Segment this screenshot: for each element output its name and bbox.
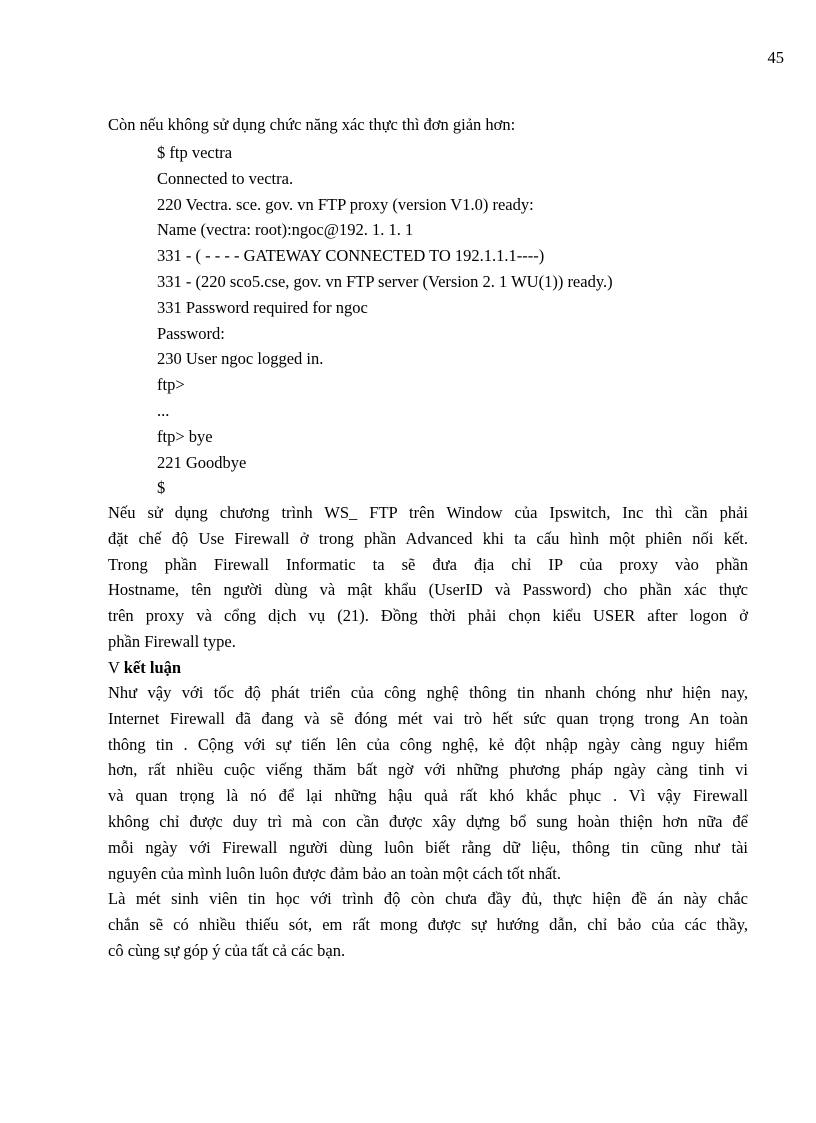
paragraph-line: Trong phần Firewall Informatic ta sẽ đưa địa chỉ IP của proxy vào phần [108,554,748,574]
intro-line: Còn nếu không sử dụng chức năng xác thực thì đơn giản hơn: [108,115,516,134]
heading-title: kết luận [123,658,182,677]
ftp-line: $ ftp vectra [157,143,233,162]
ftp-line: Connected to vectra. [157,168,294,188]
paragraph-line: chắn sẽ có nhiều thiếu sót, em rất mong được sự hướng dẫn, chỉ bảo của các thầy, [108,914,748,934]
paragraph-line: không chỉ được duy trì mà con cần được xây dựng bổ sung hoàn thiện hơn nữa để [108,811,748,831]
section-heading [108,655,181,681]
paragraph-line: Nếu sử dụng chương trình WS_ FTP trên Window của Ipswitch, Inc thì cần phải [108,503,748,522]
ftp-line: Name (vectra: root):ngoc@192. 1. 1. 1 [157,220,414,240]
ftp-line: ftp> [157,375,185,395]
paragraph-line: và quan trọng là nó để lại những hậu quả rất khó khắc phục . Vì vậy Firewall [108,786,748,806]
conclusion-paragraph [108,680,748,886]
ftp-line: 221 Goodbye [157,452,247,472]
ftp-session-block [157,140,613,501]
page-number: 45 [767,48,784,67]
paragraph-line: Như vậy với tốc độ phát triển của công nghệ thông tin nhanh chóng như hiện nay, [108,683,748,702]
ftp-line: 331 - ( - - - - GATEWAY CONNECTED TO 192.1.1.1----) [157,246,545,266]
paragraph-line: thông tin . Cộng với sự tiến lên của công nghệ, kẻ đột nhập ngày càng nguy hiểm [108,734,748,754]
closing-paragraph [108,886,748,963]
ftp-line: 331 - (220 sco5.cse, gov. vn FTP server (Version 2. 1 WU(1)) ready.) [157,271,613,291]
heading-prefix: V [108,658,120,677]
paragraph-line: cô cùng sự góp ý của tất cả các bạn. [108,940,346,960]
paragraph-line: phần Firewall type. [108,631,236,651]
paragraph-line: Là mét sinh viên tin học với trình độ còn chưa đầy đủ, thực hiện đề án này chắc [108,889,748,908]
paragraph-line: mỗi ngày với Firewall người dùng luôn biết rằng dữ liệu, thông tin cũng như tài [108,837,748,857]
paragraph-line: đặt chế độ Use Firewall ở trong phần Advanced khi ta cấu hình một phiên nối kết. [108,528,748,548]
paragraph-line: trên proxy và cổng dịch vụ (21). Đồng thời phải chọn kiểu USER after logon ở [108,606,748,626]
ftp-line: Password: [157,323,225,343]
ftp-line: ftp> bye [157,426,213,446]
ftp-line: 331 Password required for ngoc [157,297,368,317]
paragraph-line: nguyên của mình luôn luôn được đảm bảo an toàn một cách tốt nhất. [108,863,561,883]
ftp-line: $ [157,478,166,498]
paragraph-line: hơn, rất nhiều cuộc viếng thăm bất ngờ với những phương pháp ngày càng tinh vi [108,760,748,780]
paragraph-line: Hostname, tên người dùng và mật khẩu (UserID và Password) cho phần xác thực [108,580,748,600]
ftp-line: 230 User ngoc logged in. [157,349,324,369]
paragraph-line: Internet Firewall đã đang và sẽ đóng mét vai trò hết sức quan trọng trong An toàn [108,708,748,728]
ftp-line: ... [157,400,170,420]
ftp-line: 220 Vectra. sce. gov. vn FTP proxy (version V1.0) ready: [157,194,534,214]
ws-ftp-paragraph [108,500,748,655]
